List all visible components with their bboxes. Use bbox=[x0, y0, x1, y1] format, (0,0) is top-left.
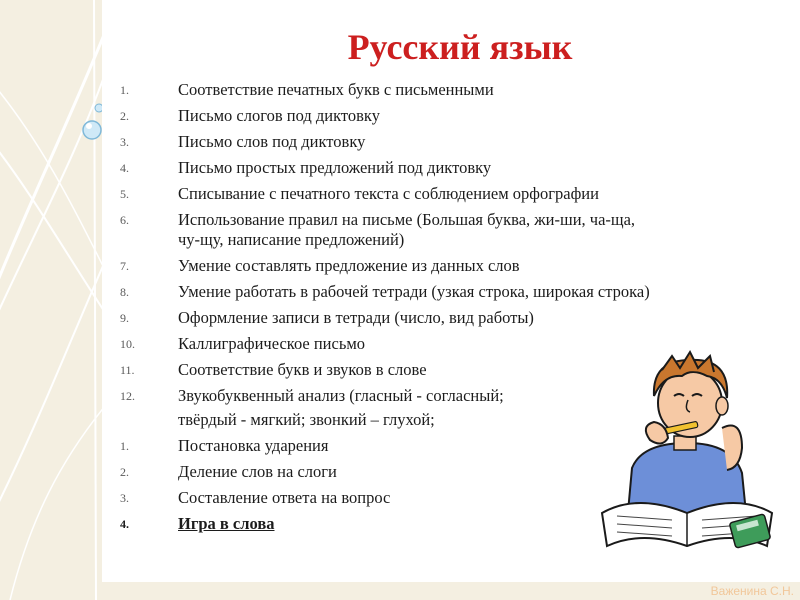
list-item-text: Соответствие букв и звуков в слове bbox=[178, 360, 427, 379]
list-item-text: Умение работать в рабочей тетради (узкая строка, широкая строка) bbox=[178, 282, 650, 301]
bubble-icon bbox=[83, 121, 101, 139]
decorative-sidebar bbox=[0, 0, 102, 600]
list-item-number: 1. bbox=[120, 439, 129, 453]
list-item-number: 8. bbox=[120, 285, 129, 299]
list-item-number: 3. bbox=[120, 491, 129, 505]
list-item-text: чу-щу, написание предложений) bbox=[178, 230, 405, 249]
bottom-band bbox=[102, 582, 800, 600]
page-title: Русский язык bbox=[347, 27, 573, 67]
list-item-text: Умение составлять предложение из данных слов bbox=[178, 256, 520, 275]
list-item-number: 11. bbox=[120, 363, 135, 377]
list-item-text: твёрдый - мягкий; звонкий – глухой; bbox=[178, 410, 435, 429]
list-item-text: Использование правил на письме (Большая буква, жи-ши, ча-ща, bbox=[178, 210, 636, 229]
list-item-number: 12. bbox=[120, 389, 135, 403]
list-item-text: Каллиграфическое письмо bbox=[178, 334, 366, 353]
list-item-text: Звукобуквенный анализ (гласный - согласный; bbox=[178, 386, 504, 405]
list-item-text: Деление слов на слоги bbox=[178, 462, 337, 481]
list-item-number: 9. bbox=[120, 311, 129, 325]
list-item-number: 3. bbox=[120, 135, 129, 149]
list-item-number: 7. bbox=[120, 259, 129, 273]
list-item-text: Оформление записи в тетради (число, вид работы) bbox=[178, 308, 534, 327]
boy-reading-book-icon bbox=[592, 348, 782, 558]
list-item-text: Письмо слов под диктовку bbox=[178, 132, 366, 151]
list-item-number: 4. bbox=[120, 517, 129, 531]
list-item-number: 5. bbox=[120, 187, 129, 201]
list-item-text: Соответствие печатных букв с письменными bbox=[178, 80, 494, 99]
list-item-text: Письмо простых предложений под диктовку bbox=[178, 158, 492, 177]
list-item-number: 2. bbox=[120, 465, 129, 479]
list-item-text: Списывание с печатного текста с соблюдением орфографии bbox=[178, 184, 599, 203]
sidebar-swoosh-lines bbox=[0, 0, 102, 600]
list-item-text: Письмо слогов под диктовку bbox=[178, 106, 380, 125]
list-item-text: Составление ответа на вопрос bbox=[178, 488, 391, 507]
list-item-number: 10. bbox=[120, 337, 135, 351]
author-credit: Важенина С.Н. bbox=[710, 584, 794, 598]
list-item-text: Игра в слова bbox=[178, 514, 275, 533]
list-item-text: Постановка ударения bbox=[178, 436, 329, 455]
list-item-number: 6. bbox=[120, 213, 129, 227]
list-item-number: 4. bbox=[120, 161, 129, 175]
list-item-number: 1. bbox=[120, 83, 129, 97]
list-item-number: 2. bbox=[120, 109, 129, 123]
